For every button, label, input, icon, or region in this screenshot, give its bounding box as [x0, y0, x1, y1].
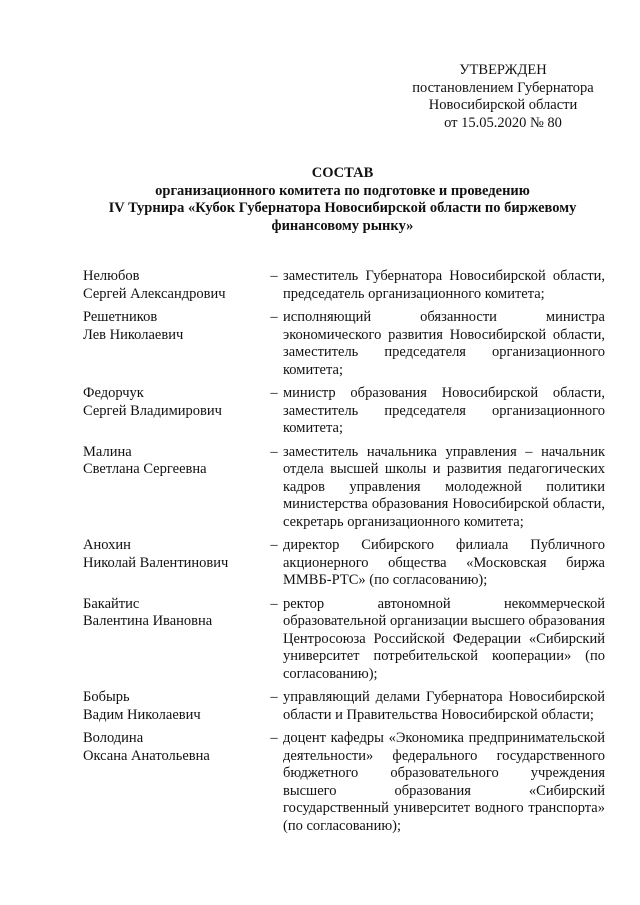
member-surname: Федорчук [83, 385, 144, 401]
member-entry [83, 537, 608, 590]
member-name [83, 309, 265, 379]
title-subheading-3: финансовому рынку» [271, 217, 414, 234]
member-role: заместитель начальника управления – начальник отдела высшей школы и развития педагогических кадров управления молодежной политики министерства образования Новосибирской области, секретарь организационного комитета; [283, 443, 605, 530]
approval-region: Новосибирской области [428, 97, 578, 113]
member-name [83, 268, 265, 303]
dash-separator: – [270, 309, 278, 325]
members-list [83, 268, 608, 841]
member-surname: Володина [83, 730, 144, 746]
member-entry [83, 385, 608, 438]
dash-separator: – [270, 730, 278, 746]
title-heading: СОСТАВ [311, 165, 374, 181]
member-name [83, 730, 265, 835]
member-given-names: Валентина Ивановна [83, 613, 213, 629]
dash-separator: – [270, 595, 278, 612]
member-entry [83, 268, 608, 303]
approval-stamp [388, 62, 618, 132]
member-role: директор Сибирского филиала Публичного акционерного общества «Московская биржа ММВБ-РТС» (по согласованию); [283, 537, 605, 588]
title-subheading-1: организационного комитета по подготовке и проведению [155, 182, 530, 199]
member-surname: Малина [83, 443, 132, 460]
member-entry [83, 309, 608, 379]
document-title [60, 165, 625, 235]
member-surname: Нелюбов [83, 268, 140, 284]
approval-date-number: от 15.05.2020 № 80 [444, 114, 562, 131]
dash-separator: – [270, 268, 278, 284]
member-name [83, 596, 265, 684]
member-role: министр образования Новосибирской области, заместитель председателя организационного комитета; [283, 385, 605, 436]
approval-heading: УТВЕРЖДЕН [459, 62, 547, 78]
member-entry [83, 689, 608, 724]
member-given-names: Лев Николаевич [83, 326, 184, 343]
member-surname: Бакайтис [83, 595, 140, 612]
member-given-names: Светлана Сергеевна [83, 461, 207, 477]
member-entry [83, 730, 608, 835]
member-name [83, 444, 265, 532]
member-given-names: Вадим Николаевич [83, 706, 201, 723]
dash-separator: – [270, 689, 278, 705]
member-given-names: Николай Валентинович [83, 554, 229, 571]
member-role: управляющий делами Губернатора Новосибирской области и Правительства Новосибирской области; [283, 689, 605, 723]
member-entry [83, 444, 608, 532]
member-name [83, 689, 265, 724]
member-role: исполняющий обязанности министра экономического развития Новосибирской области, заместитель председателя организационного комитета; [283, 309, 605, 378]
member-role: ректор автономной некоммерческой образовательной организации высшего образования Центросоюза Российской Федерации «Сибирский университет потребительской кооперации» (по согласованию); [283, 595, 605, 682]
member-role: заместитель Губернатора Новосибирской области, председатель организационного комитета; [283, 268, 605, 302]
member-name [83, 385, 265, 438]
member-role: доцент кафедры «Экономика предпринимательской деятельности» федерального государственного бюджетного образовательного учреждения высшего образования «Сибирский государственный университет водного транспорта» (по согласованию); [283, 730, 605, 834]
approval-act: постановлением Губернатора [412, 79, 594, 96]
member-surname: Решетников [83, 309, 158, 325]
member-given-names: Сергей Александрович [83, 285, 226, 302]
member-surname: Бобырь [83, 689, 130, 705]
dash-separator: – [270, 443, 278, 460]
dash-separator: – [270, 385, 278, 401]
member-surname: Анохин [83, 537, 131, 553]
member-name [83, 537, 265, 590]
member-given-names: Сергей Владимирович [83, 402, 222, 419]
member-entry [83, 596, 608, 684]
title-subheading-2: IV Турнира «Кубок Губернатора Новосибирской области по биржевому [108, 200, 577, 216]
member-given-names: Оксана Анатольевна [83, 747, 210, 764]
dash-separator: – [270, 537, 278, 553]
